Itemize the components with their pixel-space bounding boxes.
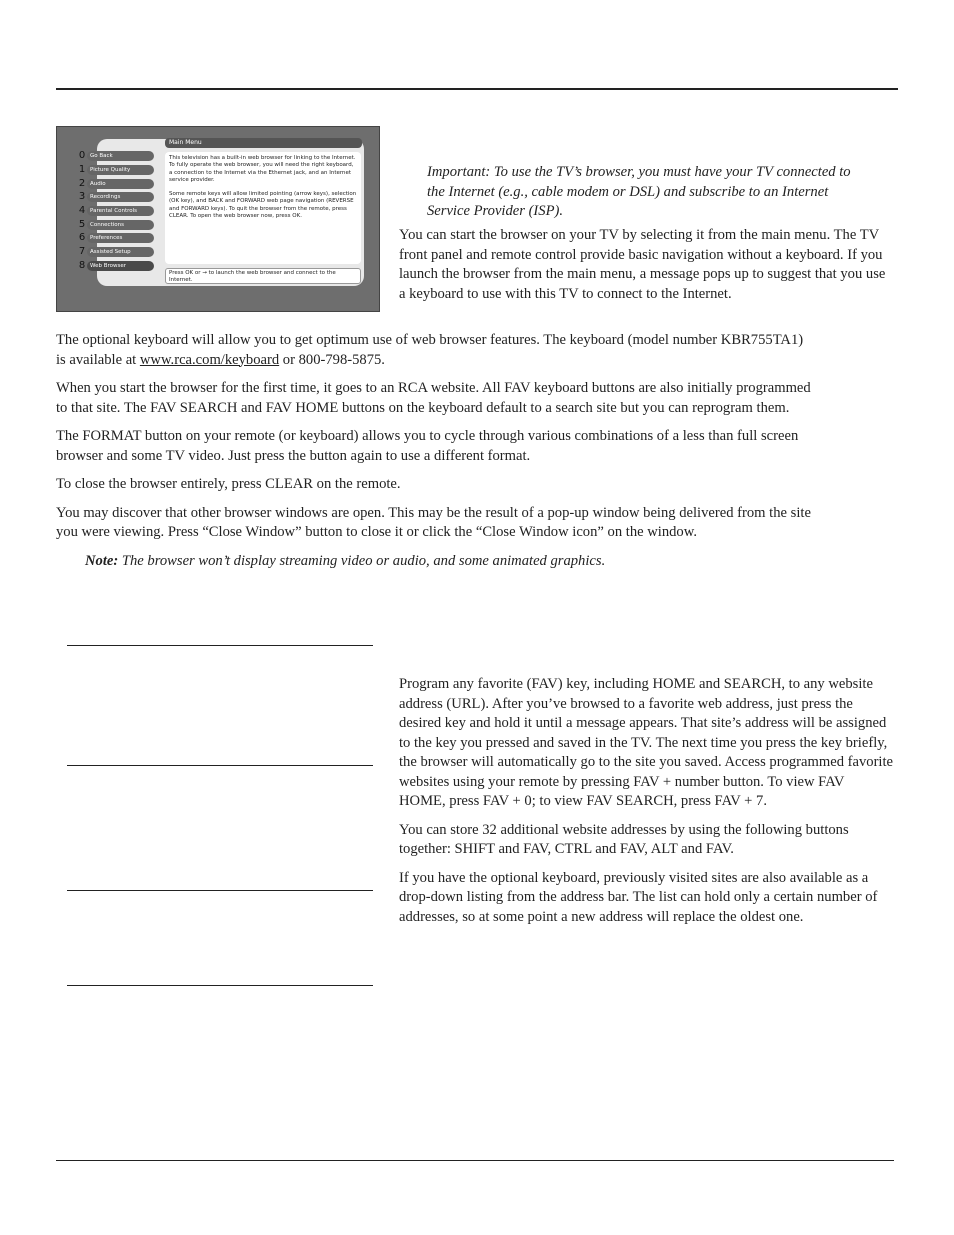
- menu-item-picture-quality[interactable]: [77, 164, 154, 175]
- top-rule: [56, 88, 898, 90]
- tv-menu-screenshot: [56, 126, 380, 312]
- menu-item-label: Parental Controls: [87, 206, 154, 216]
- fav-section: [399, 675, 894, 936]
- menu-item-assisted-setup[interactable]: [77, 246, 154, 257]
- menu-description-text: Some remote keys will allow limited pointing (arrow keys), selection (OK key), and BACK and FORWARD web page navigation (REVERSE and FORWARD keys). To quit the browser from the remote, press CLEAR. To open the web browser now, press OK.: [169, 191, 357, 220]
- menu-item-label: Picture Quality: [87, 165, 154, 175]
- note-label: Note:: [85, 552, 119, 569]
- menu-item-number: 4: [78, 205, 86, 216]
- menu-description: [165, 152, 361, 264]
- sidebar-rule: [67, 890, 373, 891]
- menu-item-number: 7: [78, 246, 86, 257]
- menu-item-label: Preferences: [87, 233, 154, 243]
- paragraph-close: To close the browser entirely, press CLEAR on the remote.: [56, 476, 401, 492]
- menu-item-number: 1: [78, 164, 86, 175]
- menu-description-text: This television has a built-in web browser for linking to the Internet. To fully operate the web browser, you will need the right keyboard, a connection to the Internet via the Ethernet jack, and an Internet service provider.: [169, 155, 356, 183]
- keyboard-text: The optional keyboard will allow you to get optimum use of web browser features. The keyboard (model number KBR755TA1) is available at: [56, 332, 804, 368]
- menu-item-connections[interactable]: [77, 219, 154, 230]
- important-note: Important: To use the TV’s browser, you must have your TV connected to the Internet (e.g., cable modem or DSL) and subscribe to an Internet Service Provider (ISP).: [427, 164, 851, 219]
- fav-paragraph-dropdown: If you have the optional keyboard, previously visited sites are also available as a drop-down listing from the address bar. The list can hold only a certain number of addresses, so at some point a new address will replace the oldest one.: [399, 869, 878, 925]
- menu-item-parental-controls[interactable]: [77, 205, 154, 216]
- menu-item-label: Recordings: [87, 192, 154, 202]
- bottom-rule: [56, 1160, 894, 1161]
- menu-item-label: Assisted Setup: [87, 247, 154, 257]
- menu-item-label: Audio: [87, 179, 154, 189]
- keyboard-text-after: or 800-798-5875.: [279, 351, 385, 368]
- menu-footer-hint: Press OK or → to launch the web browser and connect to the Internet.: [165, 268, 361, 284]
- paragraph-format: The FORMAT button on your remote (or keyboard) allows you to cycle through various combinations of a less than full screen browser and some TV video. Just press the button again to use a different format.: [56, 428, 799, 464]
- menu-item-web-browser[interactable]: [77, 260, 154, 271]
- menu-item-number: 8: [78, 260, 86, 271]
- sidebar-rule: [67, 645, 373, 646]
- menu-item-label: Web Browser: [87, 261, 154, 271]
- menu-item-number: 0: [78, 150, 86, 161]
- menu-item-number: 3: [78, 191, 86, 202]
- menu-item-number: 2: [78, 178, 86, 189]
- keyboard-link[interactable]: www.rca.com/keyboard: [139, 351, 280, 368]
- fav-paragraph-program: Program any favorite (FAV) key, including HOME and SEARCH, to any website address (URL). After you’ve browsed to a favorite web address, just press the desired key and hold it until a message appears. That site’s address will be assigned to the key you pressed and saved in the TV. The next time you press the key briefly, the browser will automatically go to the site you saved. Access programmed favorite websites using your remote by pressing FAV + number button. To view FAV HOME, press FAV + 0; to view FAV SEARCH, press FAV + 7.: [399, 676, 894, 809]
- menu-item-preferences[interactable]: [77, 232, 154, 243]
- note: [56, 552, 816, 572]
- body-text: [56, 331, 816, 580]
- note-text: The browser won’t display streaming video or audio, and some animated graphics.: [118, 552, 606, 569]
- keyboard-paragraph: [56, 331, 816, 370]
- menu-title: Main Menu: [165, 138, 362, 148]
- fav-paragraph-store: You can store 32 additional website addresses by using the following buttons together: SHIFT and FAV, CTRL and FAV, ALT and FAV.: [399, 821, 849, 857]
- menu-item-go-back[interactable]: [77, 150, 154, 161]
- intro-paragraph: You can start the browser on your TV by selecting it from the main menu. The TV front panel and remote control provide basic navigation without a keyboard. If you launch the browser from the main menu, a message pops up to suggest that you use a keyboard to use with this TV to connect to the Internet.: [399, 227, 886, 302]
- menu-item-audio[interactable]: [77, 178, 154, 189]
- menu-item-recordings[interactable]: [77, 191, 154, 202]
- menu-item-number: 5: [78, 219, 86, 230]
- menu-item-number: 6: [78, 232, 86, 243]
- paragraph-popups: You may discover that other browser windows are open. This may be the result of a pop-up window being delivered from the site you were viewing. Press “Close Window” button to close it or click the “Close Window icon” on the window.: [56, 504, 811, 540]
- paragraph-first-time: When you start the browser for the first time, it goes to an RCA website. All FAV keyboard buttons are also initially programmed to that site. The FAV SEARCH and FAV HOME buttons on the keyboard default to a search site but you can reprogram them.: [56, 380, 811, 416]
- menu-item-label: Go Back: [87, 151, 154, 161]
- sidebar-rule: [67, 985, 373, 986]
- sidebar-rule: [67, 765, 373, 766]
- menu-item-label: Connections: [87, 220, 154, 230]
